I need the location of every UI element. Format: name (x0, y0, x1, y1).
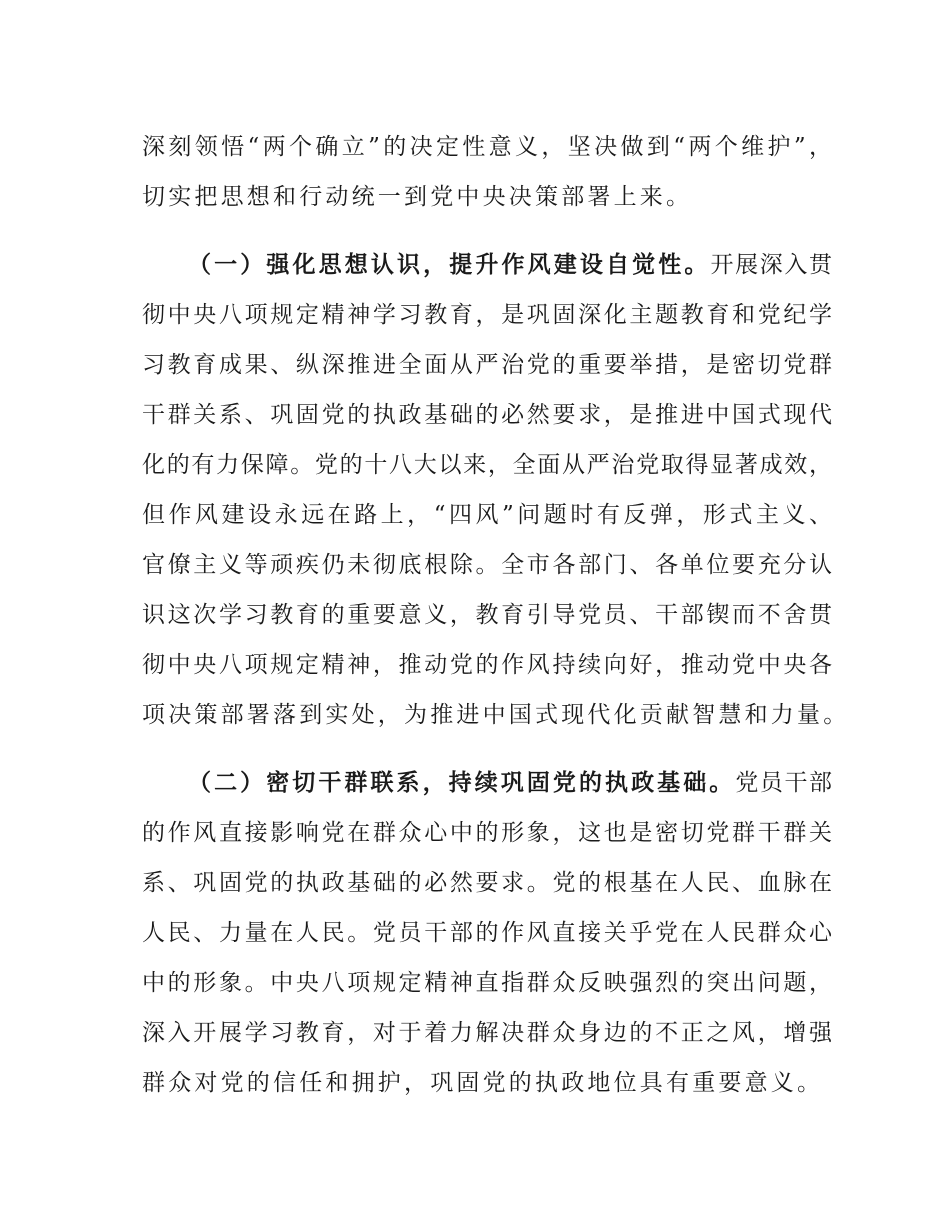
section-2-first-line (142, 758, 832, 808)
paragraph-line: 切实把思想和行动统一到党中央决策部署上来。 (142, 184, 693, 210)
document-body (142, 122, 850, 1108)
paragraph-line: 彻中央八项规定精神，推动党的作风持续向好，推动党中央各 (142, 652, 832, 678)
paragraph-line: 人民、力量在人民。党员干部的作风直接关乎党在人民群众心 (142, 920, 832, 946)
paragraph-line: 习教育成果、纵深推进全面从严治党的重要举措，是密切党群 (142, 352, 832, 378)
section-2-first-line-text: 党员干部 (735, 770, 832, 796)
paragraph-line: 深刻领悟“两个确立”的决定性意义，坚决做到“两个维护”， (142, 134, 832, 160)
section-2-heading: （二）密切干群联系，持续巩固党的执政基础。 (188, 770, 736, 796)
intro-paragraph (142, 122, 832, 222)
paragraph-line: 群众对党的信任和拥护，巩固党的执政地位具有重要意义。 (142, 1070, 824, 1096)
paragraph-line: 干群关系、巩固党的执政基础的必然要求，是推进中国式现代 (142, 402, 832, 428)
section-2-paragraph (142, 758, 832, 1108)
paragraph-line: 彻中央八项规定精神学习教育，是巩固深化主题教育和党纪学 (142, 302, 832, 328)
paragraph-line: 官僚主义等顽疾仍未彻底根除。全市各部门、各单位要充分认 (142, 552, 832, 578)
paragraph-line: 系、巩固党的执政基础的必然要求。党的根基在人民、血脉在 (142, 870, 832, 896)
paragraph-line: 化的有力保障。党的十八大以来，全面从严治党取得显著成效， (142, 452, 832, 478)
paragraph-line: 识这次学习教育的重要意义，教育引导党员、干部锲而不舍贯 (142, 602, 832, 628)
section-1-heading: （一）强化思想认识，提升作风建设自觉性。 (188, 252, 711, 278)
section-1-first-line-text: 开展深入贯 (710, 252, 832, 278)
paragraph-line: 项决策部署落到实处，为推进中国式现代化贡献智慧和力量。 (142, 702, 850, 728)
paragraph-line: 深入开展学习教育，对于着力解决群众身边的不正之风，增强 (142, 1020, 832, 1046)
section-1-first-line (142, 240, 832, 290)
section-1-paragraph (142, 240, 850, 740)
paragraph-line: 中的形象。中央八项规定精神直指群众反映强烈的突出问题， (142, 970, 832, 996)
paragraph-line: 但作风建设永远在路上，“四风”问题时有反弹，形式主义、 (142, 502, 832, 528)
paragraph-line: 的作风直接影响党在群众心中的形象，这也是密切党群干群关 (142, 820, 832, 846)
